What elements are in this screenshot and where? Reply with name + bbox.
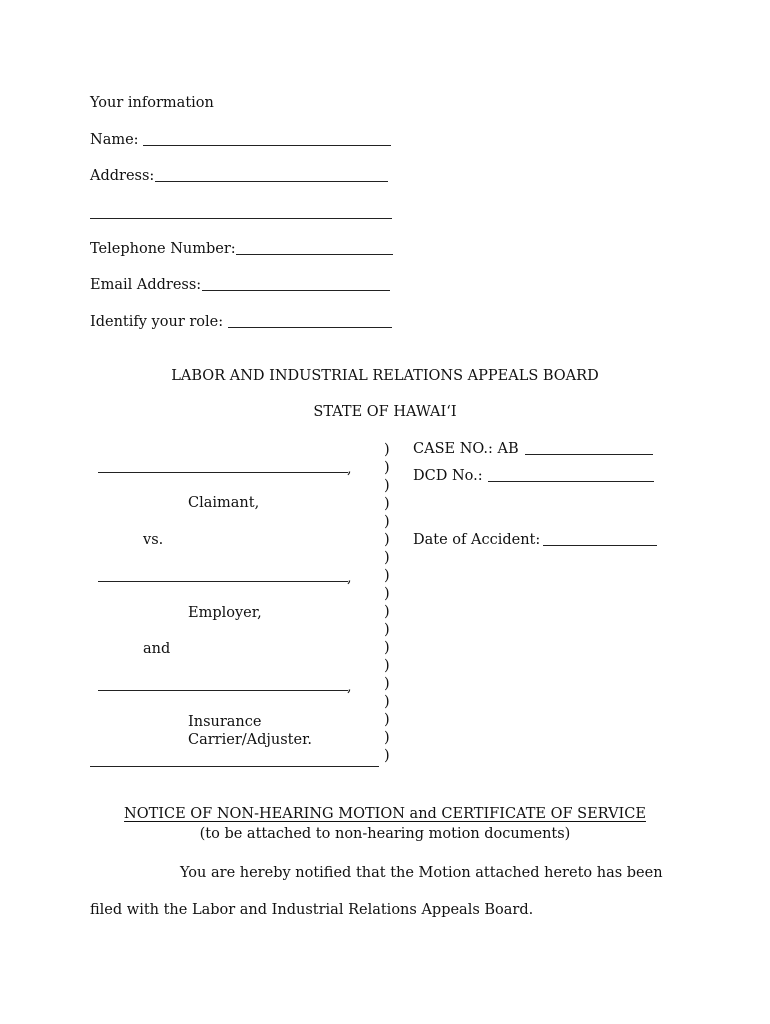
caption-paren: ) — [384, 514, 390, 530]
your-information-heading: Your information — [90, 95, 214, 111]
board-title: LABOR AND INDUSTRIAL RELATIONS APPEALS BOARD — [171, 368, 599, 384]
comma: , — [347, 570, 352, 586]
caption-paren: ) — [384, 478, 390, 494]
address-field-line1[interactable] — [155, 181, 388, 182]
caption-paren: ) — [384, 532, 390, 548]
email-label: Email Address: — [90, 277, 202, 293]
date-of-accident-label: Date of Accident: — [413, 532, 541, 548]
caption-paren: ) — [384, 748, 390, 764]
employer-name-field[interactable] — [98, 581, 348, 582]
dcd-no-label: DCD No.: — [413, 468, 483, 484]
notice-body-line1: You are hereby notified that the Motion attached hereto has been — [180, 865, 663, 881]
caption-paren: ) — [384, 568, 390, 584]
employer-label: Employer, — [188, 605, 262, 621]
notice-title: NOTICE OF NON-HEARING MOTION and CERTIFICATE OF SERVICE — [124, 806, 646, 822]
caption-bottom-rule — [90, 766, 379, 767]
comma: , — [347, 679, 352, 695]
vs-label: vs. — [143, 532, 164, 548]
state-title: STATE OF HAWAI‘I — [313, 404, 457, 420]
notice-body-line2: filed with the Labor and Industrial Relations Appeals Board. — [90, 902, 534, 918]
email-field[interactable] — [202, 290, 390, 291]
telephone-field[interactable] — [236, 254, 393, 255]
claimant-name-field[interactable] — [98, 472, 348, 473]
caption-paren: ) — [384, 622, 390, 638]
caption-paren: ) — [384, 442, 390, 458]
caption-paren: ) — [384, 586, 390, 602]
caption-paren: ) — [384, 676, 390, 692]
name-label: Name: — [90, 132, 139, 148]
telephone-label: Telephone Number: — [90, 241, 236, 257]
caption-paren: ) — [384, 550, 390, 566]
caption-paren: ) — [384, 604, 390, 620]
address-field-line2[interactable] — [90, 218, 392, 219]
role-label: Identify your role: — [90, 314, 224, 330]
and-label: and — [143, 641, 171, 657]
case-no-label: CASE NO.: AB — [413, 441, 519, 457]
comma: , — [347, 461, 352, 477]
notice-subtitle: (to be attached to non-hearing motion documents) — [199, 826, 571, 842]
case-no-field[interactable] — [525, 454, 653, 455]
claimant-label: Claimant, — [188, 495, 260, 511]
dcd-no-field[interactable] — [488, 481, 654, 482]
insurance-label-line1: Insurance — [188, 714, 262, 730]
caption-paren: ) — [384, 730, 390, 746]
insurance-label-line2: Carrier/Adjuster. — [188, 732, 313, 748]
caption-paren: ) — [384, 694, 390, 710]
caption-paren: ) — [384, 496, 390, 512]
role-field[interactable] — [228, 327, 392, 328]
caption-paren: ) — [384, 460, 390, 476]
date-of-accident-field[interactable] — [543, 545, 657, 546]
address-label: Address: — [90, 168, 155, 184]
caption-paren: ) — [384, 712, 390, 728]
name-field[interactable] — [143, 145, 391, 146]
caption-paren: ) — [384, 658, 390, 674]
insurance-carrier-name-field[interactable] — [98, 690, 348, 691]
caption-paren: ) — [384, 640, 390, 656]
